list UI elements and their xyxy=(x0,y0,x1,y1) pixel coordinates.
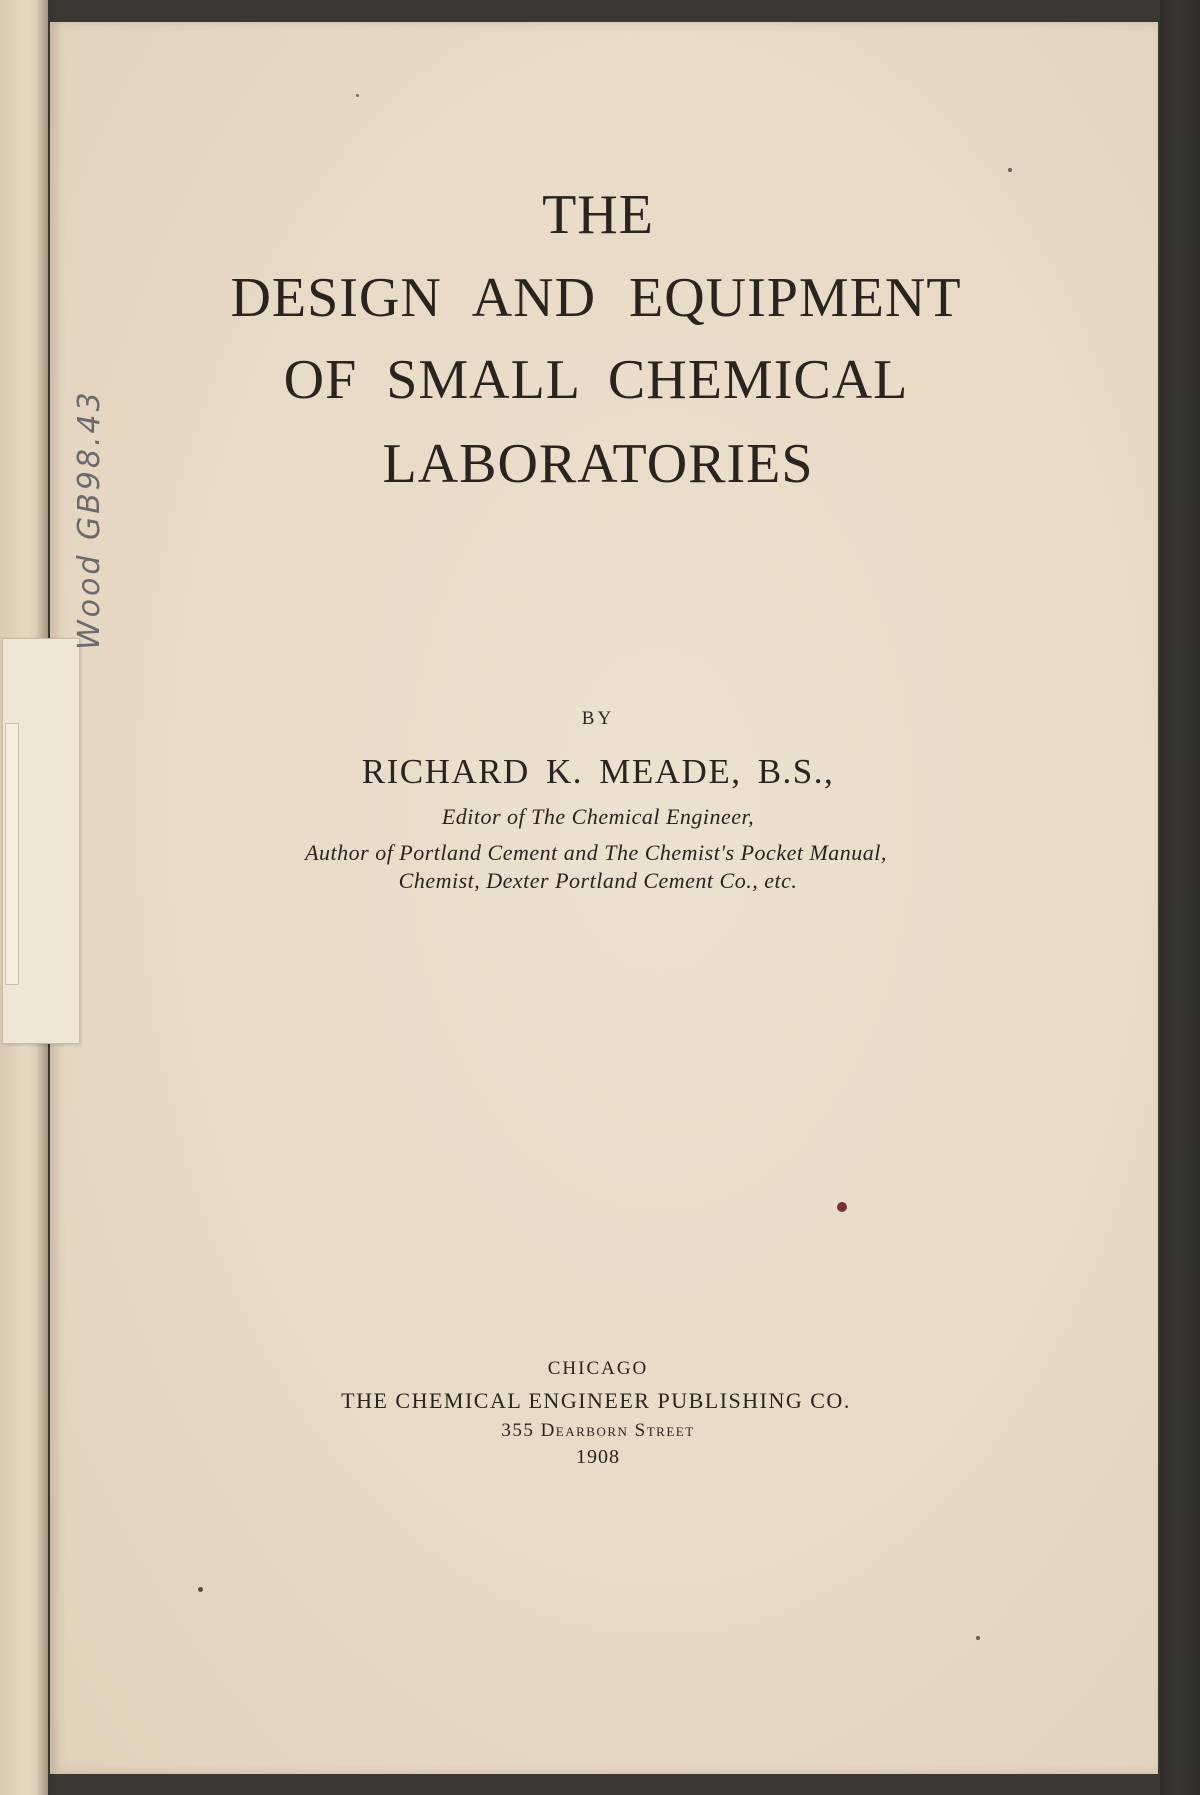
imprint-year: 1908 xyxy=(576,1446,620,1468)
by-label: BY xyxy=(581,708,615,729)
paper-speck xyxy=(976,1636,980,1640)
ink-spot xyxy=(837,1202,847,1212)
paper-speck xyxy=(198,1587,203,1592)
handwritten-call-number: Wood GB98.43 xyxy=(72,389,107,650)
author-credit-editor: Editor of The Chemical Engineer, xyxy=(441,804,755,829)
book-cover-edge xyxy=(1160,0,1200,1795)
paper-speck xyxy=(356,94,359,97)
imprint-city: CHICAGO xyxy=(547,1358,649,1379)
title-line-1: THE xyxy=(542,184,654,246)
imprint-publisher: THE CHEMICAL ENGINEER PUBLISHING CO. xyxy=(341,1388,851,1413)
title-line-4: LABORATORIES xyxy=(382,433,814,495)
paper-speck xyxy=(1008,168,1012,172)
author-credit-chemist: Chemist, Dexter Portland Cement Co., etc. xyxy=(398,868,798,893)
title-line-2: DESIGN AND EQUIPMENT xyxy=(230,267,962,329)
title-line-3: OF SMALL CHEMICAL xyxy=(283,349,909,411)
imprint-address: 355 Dearborn Street xyxy=(501,1420,695,1441)
author-credit-books: Author of Portland Cement and The Chemist's Pocket Manual, xyxy=(305,840,887,865)
library-slip-pocket xyxy=(5,723,19,985)
author-name: RICHARD K. MEADE, B.S., xyxy=(361,752,835,791)
